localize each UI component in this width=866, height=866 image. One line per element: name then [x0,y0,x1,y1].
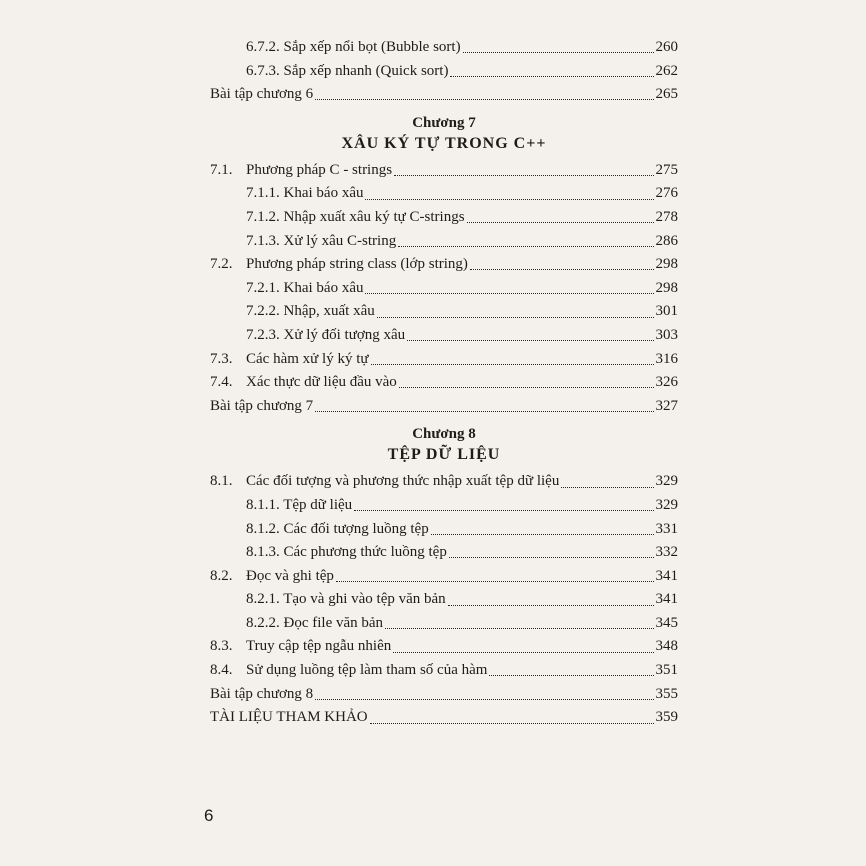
toc-entry-page: 327 [655,397,678,414]
toc-entry [210,348,678,372]
toc-entry [210,659,678,683]
toc-entry-label: Các hàm xử lý ký tự [246,350,369,367]
toc-entry [210,60,678,84]
toc-entry-label: 8.1.3. Các phương thức luồng tệp [246,544,447,561]
toc-entry-label: 8.1.1. Tệp dữ liệu [246,496,353,513]
toc-entry [210,612,678,636]
toc-entry-label: 7.2.1. Khai báo xâu [246,279,364,296]
dot-leader [354,510,653,511]
toc-entry [210,324,678,348]
toc-entry [210,683,678,707]
chapter-6-tail-entries [210,36,678,107]
toc-entry-label: 7.1.2. Nhập xuất xâu ký tự C-strings [246,208,465,225]
toc-entry [210,300,678,324]
toc-entry-page: 351 [655,662,678,679]
toc-entry-label: Truy cập tệp ngẫu nhiên [246,638,392,655]
toc-entry-label: Phương pháp C - strings [246,161,393,178]
dot-leader [365,199,653,200]
toc-entry [210,253,678,277]
toc-entry-page: 262 [655,62,678,79]
toc-entry-page: 275 [655,161,678,178]
table-of-contents [210,36,678,730]
toc-entry-label: Bài tập chương 7 [210,397,314,414]
toc-entry-number: 8.3. [210,638,233,655]
dot-leader [315,99,653,100]
toc-entry-page: 286 [655,232,678,249]
toc-entry-page: 303 [655,326,678,343]
toc-entry-label: 8.2.2. Đọc file văn bản [246,614,384,631]
toc-entry-page: 348 [655,638,678,655]
dot-leader [371,364,654,365]
dot-leader [377,317,654,318]
toc-entry-number: 7.1. [210,161,233,178]
toc-entry-label: 7.1.3. Xử lý xâu C-string [246,232,397,249]
dot-leader [394,175,653,176]
toc-entry [210,588,678,612]
toc-entry [210,518,678,542]
chapter-7-heading: Chương 7 [412,114,476,131]
dot-leader [370,723,654,724]
toc-entry [210,706,678,730]
toc-entry [210,371,678,395]
toc-entry-label: Phương pháp string class (lớp string) [246,256,468,273]
dot-leader [431,534,654,535]
toc-entry [210,565,678,589]
dot-leader [449,557,654,558]
dot-leader [561,487,653,488]
dot-leader [399,387,654,388]
toc-entry [210,494,678,518]
dot-leader [470,269,654,270]
toc-entry [210,277,678,301]
dot-leader [393,652,653,653]
toc-entry-label: Xác thực dữ liệu đầu vào [246,374,397,391]
toc-entry-page: 355 [655,685,678,702]
toc-entry [210,83,678,107]
toc-entry-page: 341 [655,591,678,608]
toc-entry [210,182,678,206]
chapter-7-entries [210,159,678,419]
toc-entry-page: 331 [655,520,678,537]
toc-entry-page: 276 [655,185,678,202]
toc-entry-page: 329 [655,473,678,490]
dot-leader [315,411,653,412]
toc-entry-page: 298 [655,256,678,273]
chapter-8-title: TỆP DỮ LIỆU [387,446,501,464]
toc-entry-page: 278 [655,208,678,225]
toc-entry-label: TÀI LIỆU THAM KHẢO [210,709,368,726]
toc-entry-label: Các đối tượng và phương thức nhập xuất tệp dữ liệu [246,473,560,490]
toc-entry [210,230,678,254]
toc-entry-page: 326 [655,374,678,391]
toc-entry-page: 341 [655,567,678,584]
toc-entry-number: 8.2. [210,567,233,584]
toc-entry [210,470,678,494]
toc-entry [210,206,678,230]
toc-entry-page: 265 [655,86,678,103]
toc-entry [210,395,678,419]
toc-entry-page: 298 [655,279,678,296]
toc-entry-page: 332 [655,544,678,561]
toc-entry [210,635,678,659]
dot-leader [336,581,654,582]
toc-entry-page: 316 [655,350,678,367]
dot-leader [450,76,653,77]
toc-entry-label: 6.7.3. Sắp xếp nhanh (Quick sort) [246,62,449,79]
toc-entry-label: 7.1.1. Khai báo xâu [246,185,364,202]
toc-entry-number: 8.4. [210,662,233,679]
dot-leader [489,675,653,676]
toc-entry-page: 359 [655,709,678,726]
dot-leader [398,246,653,247]
toc-entry [210,541,678,565]
dot-leader [365,293,653,294]
toc-entry-page: 345 [655,614,678,631]
toc-entry-label: Bài tập chương 6 [210,86,314,103]
chapter-8-heading: Chương 8 [412,426,476,443]
toc-entry-label: 7.2.3. Xử lý đối tượng xâu [246,326,406,343]
page-number: 6 [204,806,214,825]
toc-entry-page: 301 [655,303,678,320]
dot-leader [467,222,654,223]
chapter-7-title: XÂU KÝ TỰ TRONG C++ [341,134,547,152]
toc-entry-label: 8.1.2. Các đối tượng luồng tệp [246,520,429,537]
toc-entry-page: 329 [655,496,678,513]
toc-entry-page: 260 [655,39,678,55]
toc-entry-label: 6.7.2. Sắp xếp nổi bọt (Bubble sort) [246,39,461,55]
chapter-8-entries [210,470,678,730]
dot-leader [463,52,654,53]
toc-entry-label: 8.2.1. Tạo và ghi vào tệp văn bản [246,591,446,608]
dot-leader [385,628,653,629]
toc-entry [210,36,678,60]
toc-entry-label: Sử dụng luồng tệp làm tham số của hàm [246,662,488,679]
dot-leader [315,699,653,700]
toc-entry [210,159,678,183]
toc-entry-label: 7.2.2. Nhập, xuất xâu [246,303,375,320]
toc-entry-number: 7.4. [210,374,233,391]
toc-entry-number: 8.1. [210,473,233,490]
toc-entry-number: 7.3. [210,350,233,367]
toc-entry-label: Bài tập chương 8 [210,685,314,702]
toc-entry-label: Đọc và ghi tệp [246,567,334,584]
toc-entry-number: 7.2. [210,256,233,273]
dot-leader [407,340,653,341]
dot-leader [448,605,654,606]
